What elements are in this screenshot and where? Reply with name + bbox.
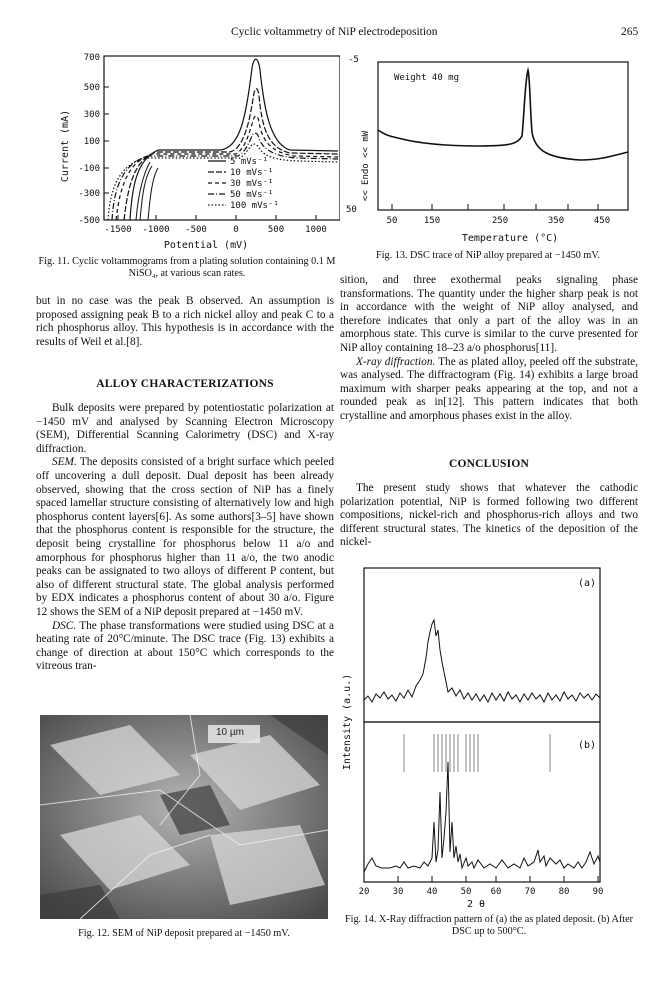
fig11-legend-label: 10 mVs⁻¹ — [230, 168, 274, 178]
paragraph: DSC. The phase transformations were studied using DSC at a heating rate of 20°C/minute. The DSC trace (Fig. 13) exhibits a change of direction at about 150°C which corresponds to the vitreous tran- — [36, 619, 334, 673]
fig13-caption: Fig. 13. DSC trace of NiP alloy prepared at −1450 mV. — [376, 250, 600, 261]
fig11-xtick: -500 — [185, 225, 207, 235]
paragraph: SEM. The deposits consisted of a bright surface which peeled off uncovering a dull deposit. Dual deposit has been already observed, showing that the cross section of NiP has a finely spaced lamellar structure consisting of alternatively low and high phosphorus content layers[6]. As some authors[3–5] have shown that the phosphorus content is responsible for the structure, the deposit being crystalline for phosphorus below 11 a/o and amorphous for phosphorus higher than 11 a/o, the two anodic peaks can be assignated to two alloys of different P content, but also of different structural state. The global analysis performed by EDX indicates a phosphorus content of about 30 a/o. Figure 12 shows the SEM of a NiP deposit prepared at −1450 mV. — [36, 456, 334, 618]
fig13-xtick: 350 — [547, 216, 565, 226]
section-heading: ALLOY CHARACTERIZATIONS — [96, 378, 274, 390]
fig13-ytop: -5 — [348, 55, 359, 65]
fig11-xtick: -1500 — [104, 225, 132, 235]
figure-12-sem-image — [40, 715, 328, 919]
fig14-xtick: 80 — [558, 887, 570, 897]
fig11-ytick: 700 — [83, 53, 100, 63]
paragraph: The present study shows that whatever the cathodic polarization potential, NiP is formed following two different compositions, nickel-rich and phosphorus-rich alloys and two different structural states. The kinetics of the deposition of the nickel- — [340, 482, 638, 549]
fig14-xtick: 50 — [460, 887, 472, 897]
fig13-ybottom: 50 — [346, 205, 357, 215]
figure-11 — [40, 48, 340, 258]
left-column — [36, 295, 334, 349]
fig11-ytick: -500 — [78, 216, 100, 226]
fig13-xtick: 50 — [386, 216, 398, 226]
fig14-xtick: 30 — [392, 887, 404, 897]
fig14-xtick: 90 — [592, 887, 604, 897]
fig12-scale-bar: 10 µm — [216, 727, 244, 738]
fig11-ytick: -100 — [78, 164, 100, 174]
fig14-xlabel: 2 θ — [466, 899, 486, 910]
fig11-legend-label: 30 mVs⁻¹ — [230, 179, 274, 189]
fig13-xtick: 250 — [491, 216, 509, 226]
fig14-xtick: 70 — [524, 887, 536, 897]
fig11-legend — [208, 157, 279, 211]
run-in-heading: DSC. — [52, 619, 77, 632]
running-title: Cyclic voltammetry of NiP electrodeposition — [231, 26, 438, 38]
fig14-caption: Fig. 14. X-Ray diffraction pattern of (a) the as plated deposit. (b) After DSC up to 500°C. — [344, 914, 634, 938]
paragraph: X-ray diffraction. The as plated alloy, peeled off the substrate, was analysed. The diffractogram (Fig. 14) exhibits a large broad maximum with sharper peaks appearing at the top, and not a rounded peak as in[12]. This pattern indicates that both crystalline and amorphous phases exist in the alloy. — [340, 355, 638, 422]
fig13-plot — [340, 48, 636, 248]
paragraph: but in no case was the peak B observed. An assumption is proposed assigning peak B to a rich nickel alloy and peak C to a rich phosphorus alloy. This hypothesis is in accordance with the results of Weil et al.[8]. — [36, 295, 334, 348]
fig11-legend-label: 5 mVs⁻¹ — [230, 157, 268, 167]
run-in-heading: X-ray diffraction. — [356, 355, 436, 368]
fig14-curve-a — [364, 620, 600, 702]
fig11-plot — [40, 48, 340, 258]
run-in-heading: SEM. — [52, 456, 77, 469]
fig11-ytick: 500 — [83, 83, 100, 93]
fig13-xlabel: Temperature (°C) — [461, 233, 559, 244]
left-column-body — [36, 402, 334, 674]
fig11-curve-50 — [112, 133, 338, 220]
fig13-annotation: Weight 40 mg — [394, 73, 460, 83]
fig14-curve-b — [364, 762, 600, 872]
fig14-label-b: (b) — [578, 740, 597, 751]
right-column-body — [340, 482, 638, 550]
page-number: 265 — [621, 26, 639, 38]
figure-13 — [340, 48, 636, 248]
fig11-ytick: 300 — [83, 110, 100, 120]
fig14-panel-b — [364, 722, 600, 882]
fig14-xtick: 20 — [358, 887, 370, 897]
fig11-ytick: -300 — [78, 189, 100, 199]
fig13-xtick: 450 — [593, 216, 611, 226]
fig11-xtick: 500 — [267, 225, 285, 235]
fig13-ylabel: << Endo << mW — [361, 130, 371, 202]
fig11-legend-label: 100 mVs⁻¹ — [230, 201, 279, 211]
fig11-xtick: -1000 — [142, 225, 170, 235]
paragraph: sition, and three exothermal peaks signaling phase transformations. The quantity under the higher sharp peak is not in accordance with the weight of NiP alloy analysed, and therefore indicates that only a part of the alloy was in an amorphous state. This curve is similar to the curve presented for NiP alloy containing 18–23 a/o phosphorus[11]. — [340, 274, 638, 354]
fig13-curve — [378, 70, 628, 160]
fig11-caption: Fig. 11. Cyclic voltammograms from a plating solution containing 0.1 M NiSO₄, at various scan rates. — [38, 256, 336, 280]
fig11-xtick: 0 — [233, 225, 239, 235]
fig14-ylabel: Intensity (a.u.) — [342, 673, 353, 771]
fig11-legend-label: 50 mVs⁻¹ — [230, 190, 274, 200]
fig11-ylabel: Current (mA) — [60, 109, 71, 183]
right-column — [340, 274, 638, 424]
figure-14 — [338, 562, 638, 912]
fig11-xlabel: Potential (mV) — [163, 240, 249, 251]
paragraph: Bulk deposits were prepared by potentiostatic polarization at −1450 mV and analysed by Scanning Electron Microscopy (SEM), Differential Scanning Calorimetry (DSC) and X-ray diffraction. — [36, 402, 334, 455]
fig14-xtick: 60 — [490, 887, 502, 897]
section-heading: CONCLUSION — [449, 458, 529, 470]
fig13-xtick: 150 — [423, 216, 441, 226]
fig11-ytick: 100 — [83, 137, 100, 147]
fig14-label-a: (a) — [578, 578, 597, 589]
fig14-plot — [338, 562, 638, 912]
fig11-xtick: 1000 — [305, 225, 327, 235]
fig12-caption: Fig. 12. SEM of NiP deposit prepared at −1450 mV. — [78, 928, 290, 939]
fig14-xtick: 40 — [426, 887, 438, 897]
